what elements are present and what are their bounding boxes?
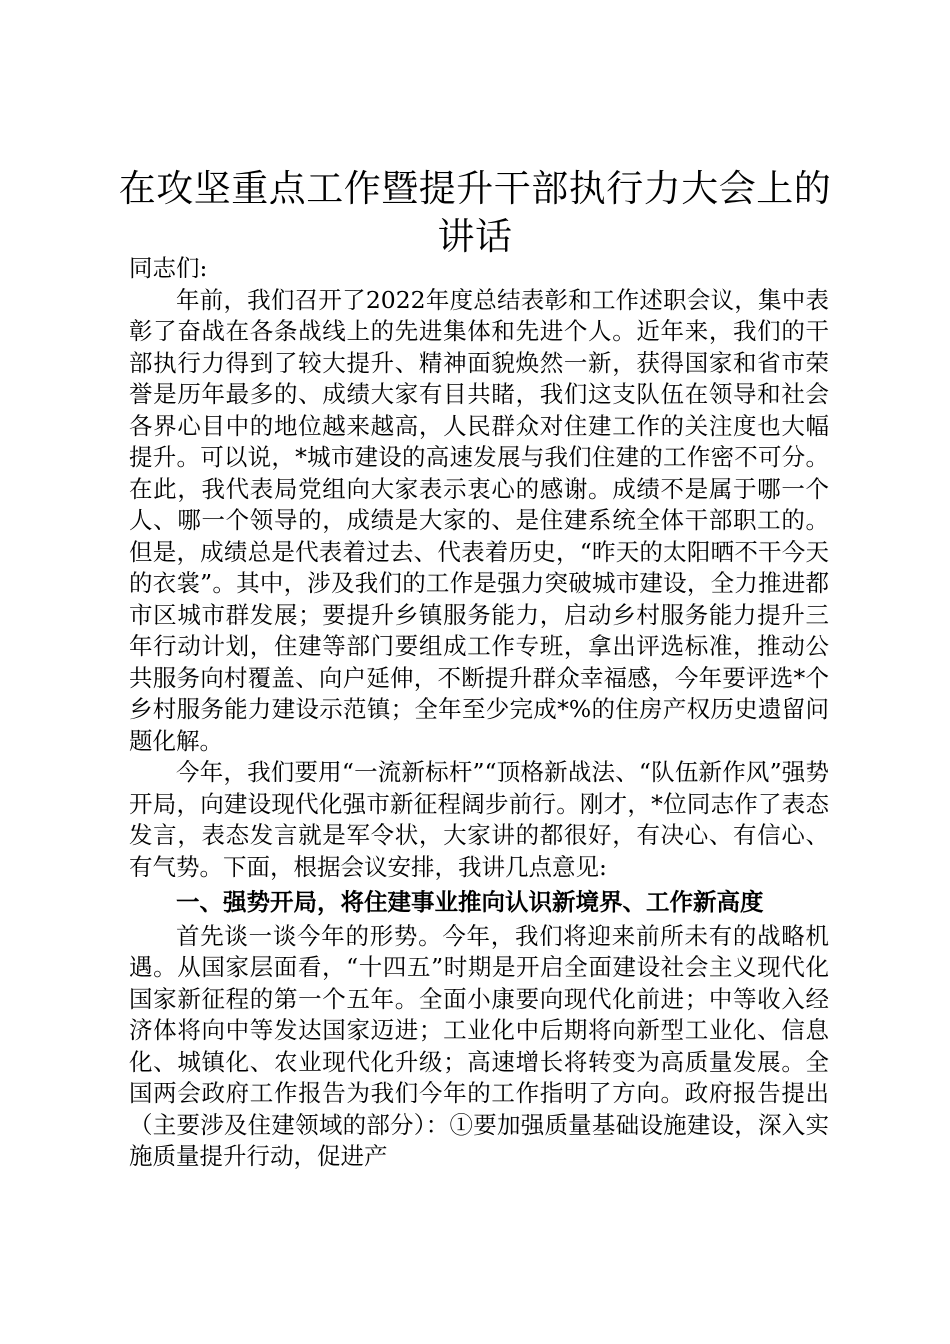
paragraph-2: 今年，我们要用“一流新标杆”“顶格新战法、“队伍新作风”强势开局，向建设现代化强市新征程阔步前行。刚才，*位同志作了表态发言，表态发言就是军令状，大家讲的都很好，有决心、有信心、有气势。下面，根据会议安排，我讲几点意见: bbox=[129, 758, 829, 881]
document-body bbox=[129, 253, 829, 1173]
paragraph-1: 年前，我们召开了2022年度总结表彰和工作述职会议，集中表彰了奋战在各条战线上的先进集体和先进个人。近年来，我们的干部执行力得到了较大提升、精神面貌焕然一新，获得国家和省市荣誉是历年最多的、成绩大家有目共睹，我们这支队伍在领导和社会各界心目中的地位越来越高，人民群众对住建工作的关注度也大幅提升。可以说，*城市建设的高速发展与我们住建的工作密不可分。在此，我代表局党组向大家表示衷心的感谢。成绩不是属于哪一个人、哪一个领导的，成绩是大家的、是住建系统全体干部职工的。但是，成绩总是代表着过去、代表着历史，“昨天的太阳晒不干今天的衣裳”。其中，涉及我们的工作是强力突破城市建设，全力推进都市区城市群发展；要提升乡镇服务能力，启动乡村服务能力提升三年行动计划，住建等部门要组成工作专班，拿出评选标准，推动公共服务向村覆盖、向户延伸，不断提升群众幸福感，今年要评选*个乡村服务能力建设示范镇；全年至少完成*%的住房产权历史遗留问题化解。 bbox=[129, 285, 829, 755]
document-title: 在攻坚重点工作暨提升干部执行力大会上的讲话 bbox=[118, 167, 832, 258]
salutation: 同志们: bbox=[129, 254, 208, 282]
section-1-paragraph: 首先谈一谈今年的形势。今年，我们将迎来前所未有的战略机遇。从国家层面看，“十四五”时期是开启全面建设社会主义现代化国家新征程的第一个五年。全面小康要向现代化前进；中等收入经济体将向中等发达国家迈进；工业化中后期将向新型工业化、信息化、城镇化、农业现代化升级；高速增长将转变为高质量发展。全国两会政府工作报告为我们今年的工作指明了方向。政府报告提出（主要涉及住建领域的部分）：①要加强质量基础设施建设，深入实施质量提升行动，促进产 bbox=[129, 921, 829, 1170]
section-heading-1: 一、强势开局，将住建事业推向认识新境界、工作新高度 bbox=[176, 888, 764, 916]
